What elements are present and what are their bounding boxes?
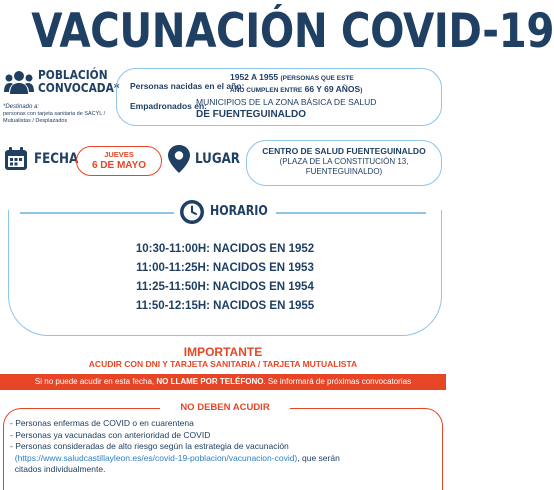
lugar-label: LUGAR <box>195 151 240 167</box>
horario-slot: 10:30-11:00H: NACIDOS EN 1952 <box>135 243 315 255</box>
nacidas-value <box>230 72 430 96</box>
warning-bar-text <box>0 376 446 388</box>
horario-slot: 11:50-12:15H: NACIDOS EN 1955 <box>135 300 315 312</box>
nacidas-ages: 66 Y 69 AÑOS <box>304 84 361 94</box>
destinado-title: *Destinado a: <box>3 104 40 110</box>
destinado-text: personas con tarjeta sanitaria de SACYL / Mutualistas / Desplazados <box>3 111 106 124</box>
nacidas-note-2b: ) <box>360 87 363 94</box>
empadronados-value-1: MUNICIPIOS DE LA ZONA BÁSICA DE SALUD <box>196 97 377 107</box>
warning-text-c: . Se informará de próximas convocatorias <box>263 377 412 386</box>
nacidas-note-2a: AÑO CUMPLEN ENTRE <box>230 87 303 94</box>
list-item <box>10 441 440 476</box>
list-item-text: citados individualmente. <box>14 464 106 474</box>
horario-divider-left <box>20 212 174 214</box>
warning-text-a: Si no puede acudir en esta fecha, <box>34 377 157 386</box>
people-icon <box>4 70 34 94</box>
poblacion-label: POBLACIÓN CONVOCADA* <box>38 67 120 95</box>
horario-divider-right <box>276 212 426 214</box>
no-acudir-list <box>10 418 440 476</box>
page-title: VACUNACIÓN COVID-19 <box>31 4 554 59</box>
horario-slot: 11:25-11:50H: NACIDOS EN 1954 <box>136 281 314 293</box>
list-item-text: - Personas consideradas de alto riesgo según la estrategia de vacunación <box>10 441 289 451</box>
nacidas-label: Personas nacidas en el año: <box>130 81 245 91</box>
no-acudir-title: NO DEBEN ACUDIR <box>180 402 270 413</box>
nacidas-note-1: (PERSONAS QUE ESTE <box>280 75 354 82</box>
list-item: - Personas ya vacunadas con anterioridad de COVID <box>10 429 211 440</box>
list-item: - Personas enfermas de COVID o en cuarentena <box>10 418 194 428</box>
importante-title: IMPORTANTE <box>183 345 263 359</box>
clock-icon <box>180 200 204 224</box>
calendar-icon <box>4 147 28 171</box>
vacunacion-link[interactable]: (https://www.saludcastillayleon.es/es/covid-19-poblacion/vacunacion-covid) <box>14 452 298 463</box>
horario-label: HORARIO <box>210 204 268 219</box>
list-item-text: , que serán <box>297 452 340 463</box>
horario-slot: 11:00-11:25H: NACIDOS EN 1953 <box>136 262 314 274</box>
fecha-date: 6 DE MAYO <box>91 160 147 171</box>
horario-slots <box>8 240 442 316</box>
fecha-day: JUEVES <box>104 150 134 159</box>
lugar-address <box>246 157 442 177</box>
importante-subtitle: ACUDIR CON DNI Y TARJETA SANITARIA / TARJETA MUTUALISTA <box>88 359 358 369</box>
fecha-label: FECHA <box>34 151 79 167</box>
nacidas-years: 1952 A 1955 <box>230 72 279 82</box>
warning-text-b: NO LLAME POR TELÉFONO <box>156 377 264 386</box>
lugar-line3: FUENTEGUINALDO) <box>305 167 383 176</box>
empadronados-value <box>196 96 426 121</box>
location-pin-icon <box>168 145 190 173</box>
lugar-line1: CENTRO DE SALUD FUENTEGUINALDO <box>262 146 426 156</box>
empadronados-label: Empadronados en: <box>130 101 207 111</box>
lugar-line2: (PLAZA DE LA CONSTITUCIÓN 13, <box>279 157 409 166</box>
empadronados-value-2: DE FUENTEGUINALDO <box>196 109 306 120</box>
